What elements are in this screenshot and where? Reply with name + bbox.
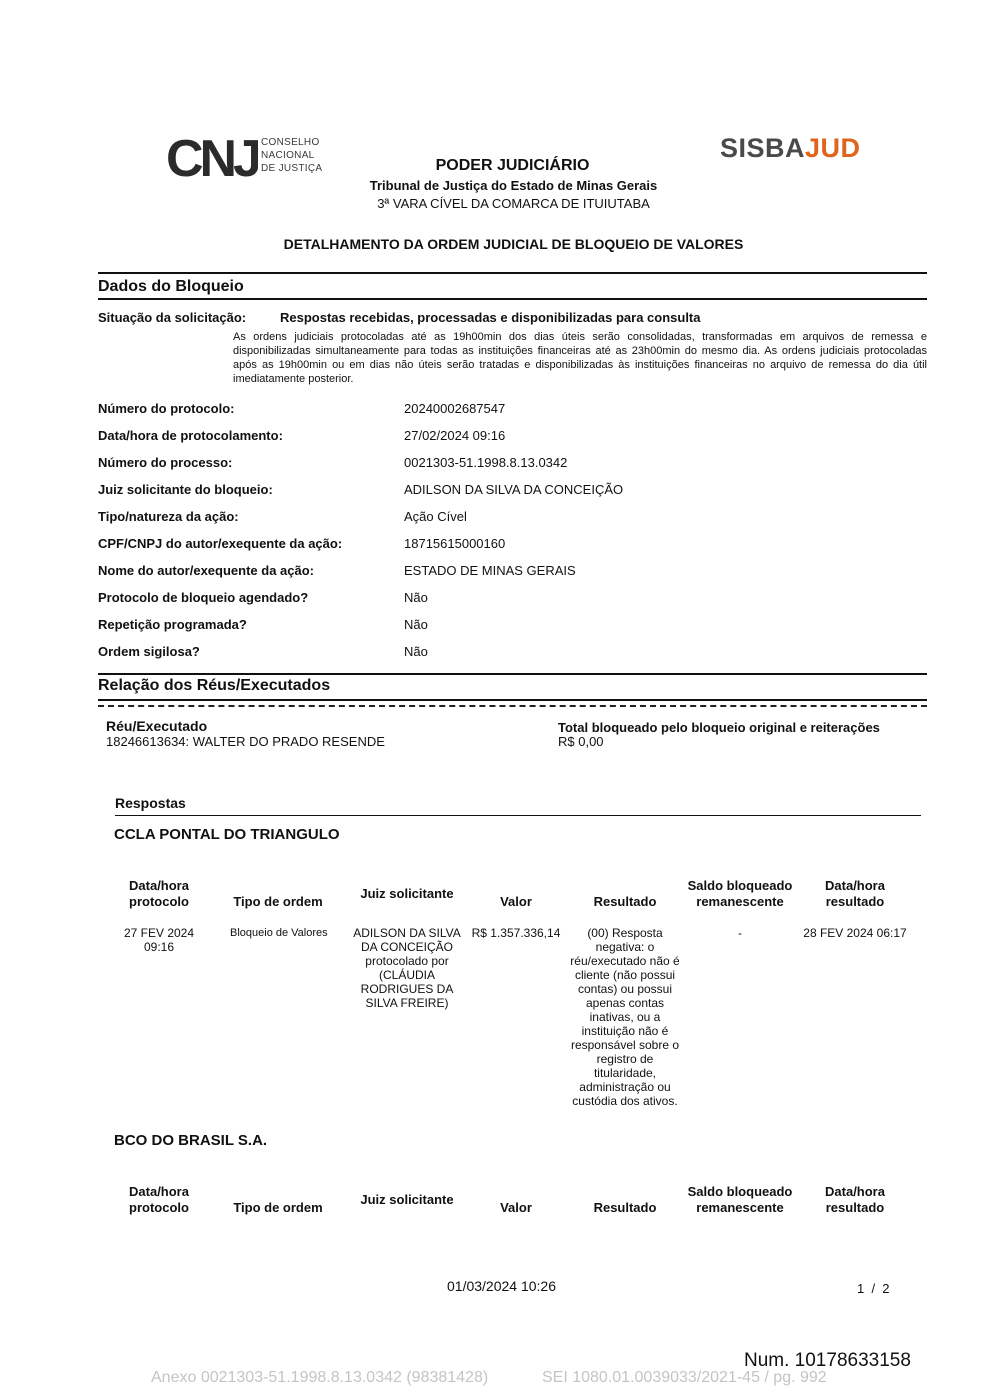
- dados-section-title: Dados do Bloqueio: [98, 278, 244, 295]
- poder-judiciario: PODER JUDICIÁRIO: [435, 157, 590, 174]
- respostas-title: Respostas: [115, 795, 186, 811]
- section-rule-bottom: [98, 298, 927, 300]
- cnj-line3: DE JUSTIÇA: [261, 163, 323, 174]
- section-rule-top: [98, 272, 927, 274]
- total-header: Total bloqueado pelo bloqueio original e reiterações: [558, 720, 880, 735]
- document-number: Num. 10178633158: [744, 1350, 911, 1371]
- field-label: Juiz solicitante do bloqueio:: [98, 482, 273, 497]
- field-label: Protocolo de bloqueio agendado?: [98, 590, 309, 605]
- column-header: Data/hora resultado: [825, 1184, 885, 1215]
- reus-rule-top: [98, 673, 927, 675]
- page-number: 1 / 2: [857, 1281, 890, 1296]
- document-title: DETALHAMENTO DA ORDEM JUDICIAL DE BLOQUEIO DE VALORES: [283, 236, 744, 252]
- table-cell-valor: R$ 1.357.336,14: [471, 926, 561, 940]
- cnj-line1: CONSELHO: [261, 137, 320, 148]
- reus-section-title: Relação dos Réus/Executados: [98, 677, 331, 694]
- total-value: R$ 0,00: [558, 734, 604, 749]
- field-value: 20240002687547: [404, 401, 506, 416]
- reus-rule-bottom: [98, 699, 927, 701]
- reu-value: 18246613634: WALTER DO PRADO RESENDE: [106, 734, 385, 749]
- column-header: Saldo bloqueado remanescente: [687, 1184, 793, 1215]
- column-header: Data/hora protocolo: [129, 878, 189, 909]
- column-header: Juiz solicitante: [360, 886, 454, 901]
- respostas-rule: [115, 815, 921, 816]
- reu-header: Réu/Executado: [106, 718, 208, 734]
- column-header: Saldo bloqueado remanescente: [687, 878, 793, 909]
- situacao-label: Situação da solicitação:: [98, 310, 247, 325]
- field-label: Data/hora de protocolamento:: [98, 428, 283, 443]
- table-cell-tipo: Bloqueio de Valores: [230, 927, 328, 939]
- column-header: Valor: [500, 894, 532, 909]
- situacao-note: As ordens judiciais protocoladas até as 19h00min dos dias úteis serão consolidadas, transformadas em arquivos de remessa e disponibilizadas simultaneamente para todas as instituições financeiras até as 23h00min do mesmo dia. As ordens judiciais protocoladas após as 19h00min ou em dias não úteis serão tratadas e disponibilizadas às instituições financeiras no arquivo de remessa do dia útil imediatamente posterior.: [233, 331, 927, 385]
- anexo-watermark: Anexo 0021303-51.1998.8.13.0342 (98381428): [151, 1369, 489, 1386]
- field-value: Ação Cível: [404, 509, 467, 524]
- sei-watermark: SEI 1080.01.0039033/2021-45 / pg. 992: [542, 1369, 827, 1386]
- column-header: Tipo de ordem: [233, 894, 323, 909]
- column-header: Data/hora resultado: [825, 878, 885, 909]
- tribunal-name: Tribunal de Justiça do Estado de Minas Gerais: [369, 178, 658, 193]
- field-value: Não: [404, 617, 428, 632]
- field-label: Número do protocolo:: [98, 401, 235, 416]
- situacao-value: Respostas recebidas, processadas e disponibilizadas para consulta: [280, 310, 701, 325]
- footer-date: 01/03/2024 10:26: [447, 1278, 556, 1294]
- field-value: ESTADO DE MINAS GERAIS: [404, 563, 576, 578]
- bank-name: BCO DO BRASIL S.A.: [114, 1132, 268, 1149]
- field-label: Ordem sigilosa?: [98, 644, 200, 659]
- column-header: Valor: [500, 1200, 532, 1215]
- svg-text:CNJ: CNJ: [166, 132, 258, 180]
- cnj-line2: NACIONAL: [261, 150, 315, 161]
- field-value: 18715615000160: [404, 536, 506, 551]
- bank-name: CCLA PONTAL DO TRIANGULO: [114, 826, 340, 843]
- column-header: Resultado: [593, 1200, 657, 1215]
- table-cell-data-resultado: 28 FEV 2024 06:17: [803, 926, 907, 940]
- field-label: Número do processo:: [98, 455, 233, 470]
- field-label: CPF/CNPJ do autor/exequente da ação:: [98, 536, 343, 551]
- column-header: Tipo de ordem: [233, 1200, 323, 1215]
- field-value: ADILSON DA SILVA DA CONCEIÇÃO: [404, 482, 624, 497]
- vara-name: 3ª VARA CÍVEL DA COMARCA DE ITUIUTABA: [377, 196, 650, 211]
- dashed-divider: [98, 705, 927, 707]
- field-label: Tipo/natureza da ação:: [98, 509, 239, 524]
- field-label: Repetição programada?: [98, 617, 247, 632]
- field-value: 27/02/2024 09:16: [404, 428, 506, 443]
- field-value: 0021303-51.1998.8.13.0342: [404, 455, 568, 470]
- field-value: Não: [404, 644, 428, 659]
- field-label: Nome do autor/exequente da ação:: [98, 563, 314, 578]
- column-header: Data/hora protocolo: [129, 1184, 189, 1215]
- sisbajud-logo-part1: SISBA: [720, 133, 806, 163]
- table-cell-data-protocolo: 27 FEV 2024 09:16: [123, 926, 195, 954]
- table-cell-resultado: (00) Resposta negativa: o réu/executado não é cliente (não possui contas) ou possui apenas contas inativas, ou a instituição não é responsável sobre o registro de titularidade, administração ou custódia dos ativos.: [570, 926, 680, 1108]
- table-cell-juiz: ADILSON DA SILVA DA CONCEIÇÃO protocolado por (CLÁUDIA RODRIGUES DA SILVA FREIRE): [353, 926, 461, 1010]
- column-header: Juiz solicitante: [360, 1192, 454, 1207]
- table-cell-saldo: -: [738, 926, 742, 940]
- sisbajud-logo-part2: JUD: [805, 133, 861, 163]
- column-header: Resultado: [593, 894, 657, 909]
- field-value: Não: [404, 590, 428, 605]
